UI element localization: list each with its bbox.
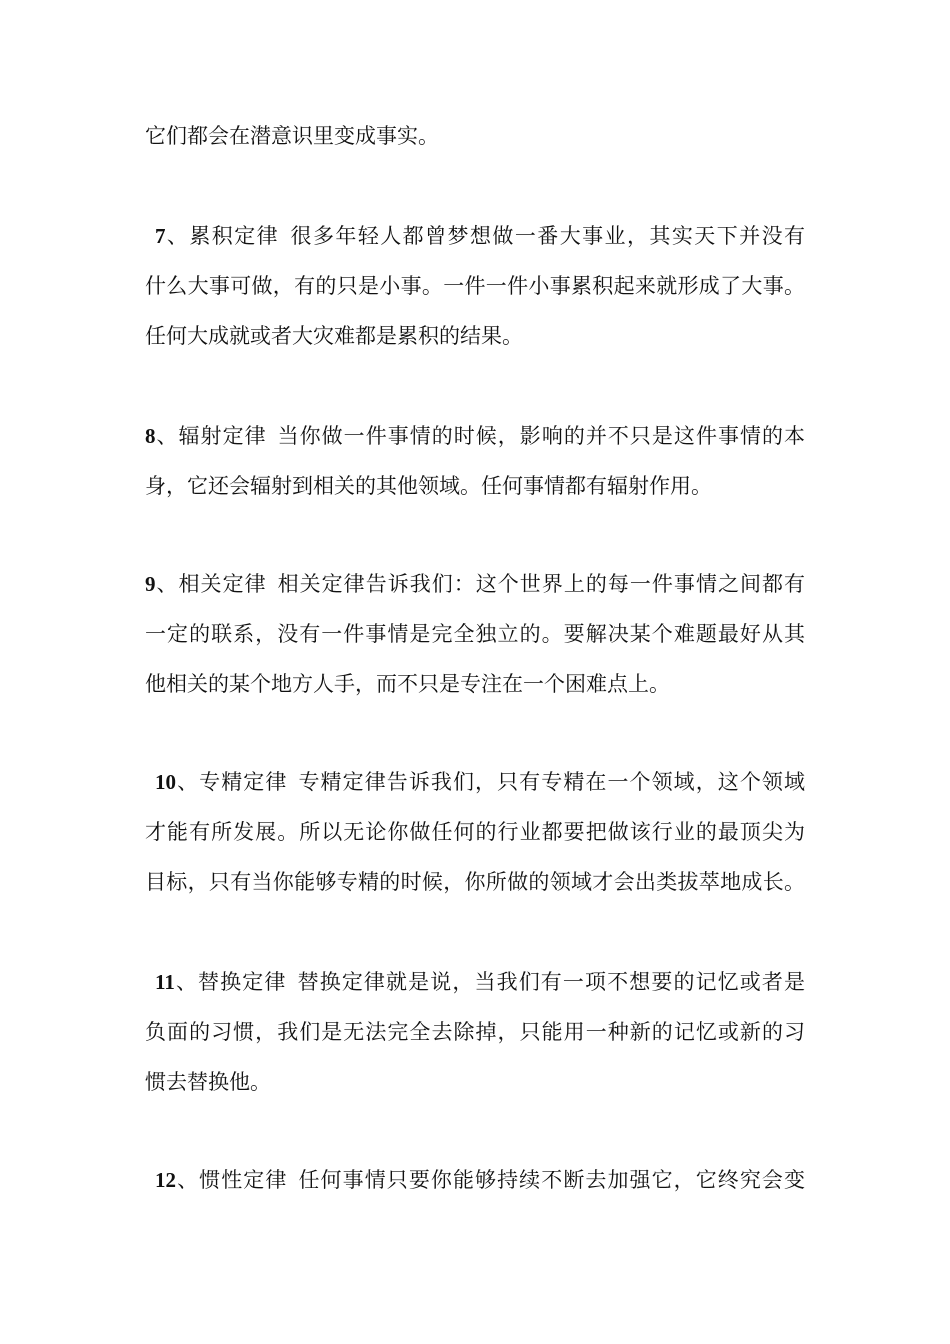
paragraph-text: 他相关的某个地方人手，而不只是专注在一个困难点上。 — [145, 672, 670, 696]
paragraph-title: 、累积定律 — [165, 224, 280, 248]
paragraph-number: 7 — [155, 224, 166, 248]
paragraph-title: 、惯性定律 — [176, 1168, 288, 1192]
paragraph-text: 惯去替换他。 — [145, 1070, 271, 1094]
text-line — [145, 1067, 805, 1097]
text-line — [145, 817, 805, 847]
text-line — [145, 1017, 805, 1047]
paragraph-text: 什么大事可做，有的只是小事。一件一件小事累积起来就形成了大事。 — [145, 274, 805, 298]
paragraph-text: 当你做一件事情的时候，影响的并不只是这件事情的本 — [276, 424, 806, 448]
text-line — [145, 867, 805, 897]
paragraph-title: 、专精定律 — [176, 770, 288, 794]
text-line — [145, 271, 805, 301]
text-line — [145, 669, 805, 699]
text-line — [145, 619, 805, 649]
paragraph-text: 任何大成就或者大灾难都是累积的结果。 — [145, 324, 523, 348]
paragraph-text: 它们都会在潜意识里变成事实。 — [145, 124, 439, 148]
paragraph-text: 任何事情只要你能够持续不断去加强它，它终究会变 — [297, 1168, 806, 1192]
paragraph-text: 相关定律告诉我们：这个世界上的每一件事情之间都有 — [276, 572, 806, 596]
paragraph-7-heading-line — [145, 221, 805, 251]
paragraph-text: 专精定律告诉我们，只有专精在一个领域，这个领域 — [297, 770, 806, 794]
paragraph-number: 8 — [145, 424, 156, 448]
paragraph-number: 9 — [145, 572, 156, 596]
paragraph-text: 负面的习惯，我们是无法完全去除掉，只能用一种新的记忆或新的习 — [145, 1020, 805, 1044]
paragraph-title: 、替换定律 — [174, 970, 287, 994]
paragraph-title: 、相关定律 — [155, 572, 267, 596]
paragraph-text: 一定的联系，没有一件事情是完全独立的。要解决某个难题最好从其 — [145, 622, 805, 646]
paragraph-text: 身，它还会辐射到相关的其他领域。任何事情都有辐射作用。 — [145, 474, 712, 498]
paragraph-number: 12 — [155, 1168, 176, 1192]
text-line — [145, 321, 805, 351]
paragraph-text: 目标，只有当你能够专精的时候，你所做的领域才会出类拔萃地成长。 — [145, 870, 805, 894]
paragraph-text: 替换定律就是说，当我们有一项不想要的记忆或者是 — [296, 970, 806, 994]
paragraph-9-heading-line — [145, 569, 805, 599]
text-line — [145, 471, 805, 501]
text-line — [145, 121, 805, 151]
paragraph-text: 很多年轻人都曾梦想做一番大事业，其实天下并没有 — [289, 224, 806, 248]
paragraph-12-heading-line — [145, 1165, 805, 1195]
paragraph-text: 才能有所发展。所以无论你做任何的行业都要把做该行业的最顶尖为 — [145, 820, 805, 844]
paragraph-number: 10 — [155, 770, 176, 794]
paragraph-8-heading-line — [145, 421, 805, 451]
paragraph-title: 、辐射定律 — [155, 424, 267, 448]
paragraph-11-heading-line — [145, 967, 805, 997]
paragraph-10-heading-line — [145, 767, 805, 797]
paragraph-number: 11 — [155, 970, 175, 994]
